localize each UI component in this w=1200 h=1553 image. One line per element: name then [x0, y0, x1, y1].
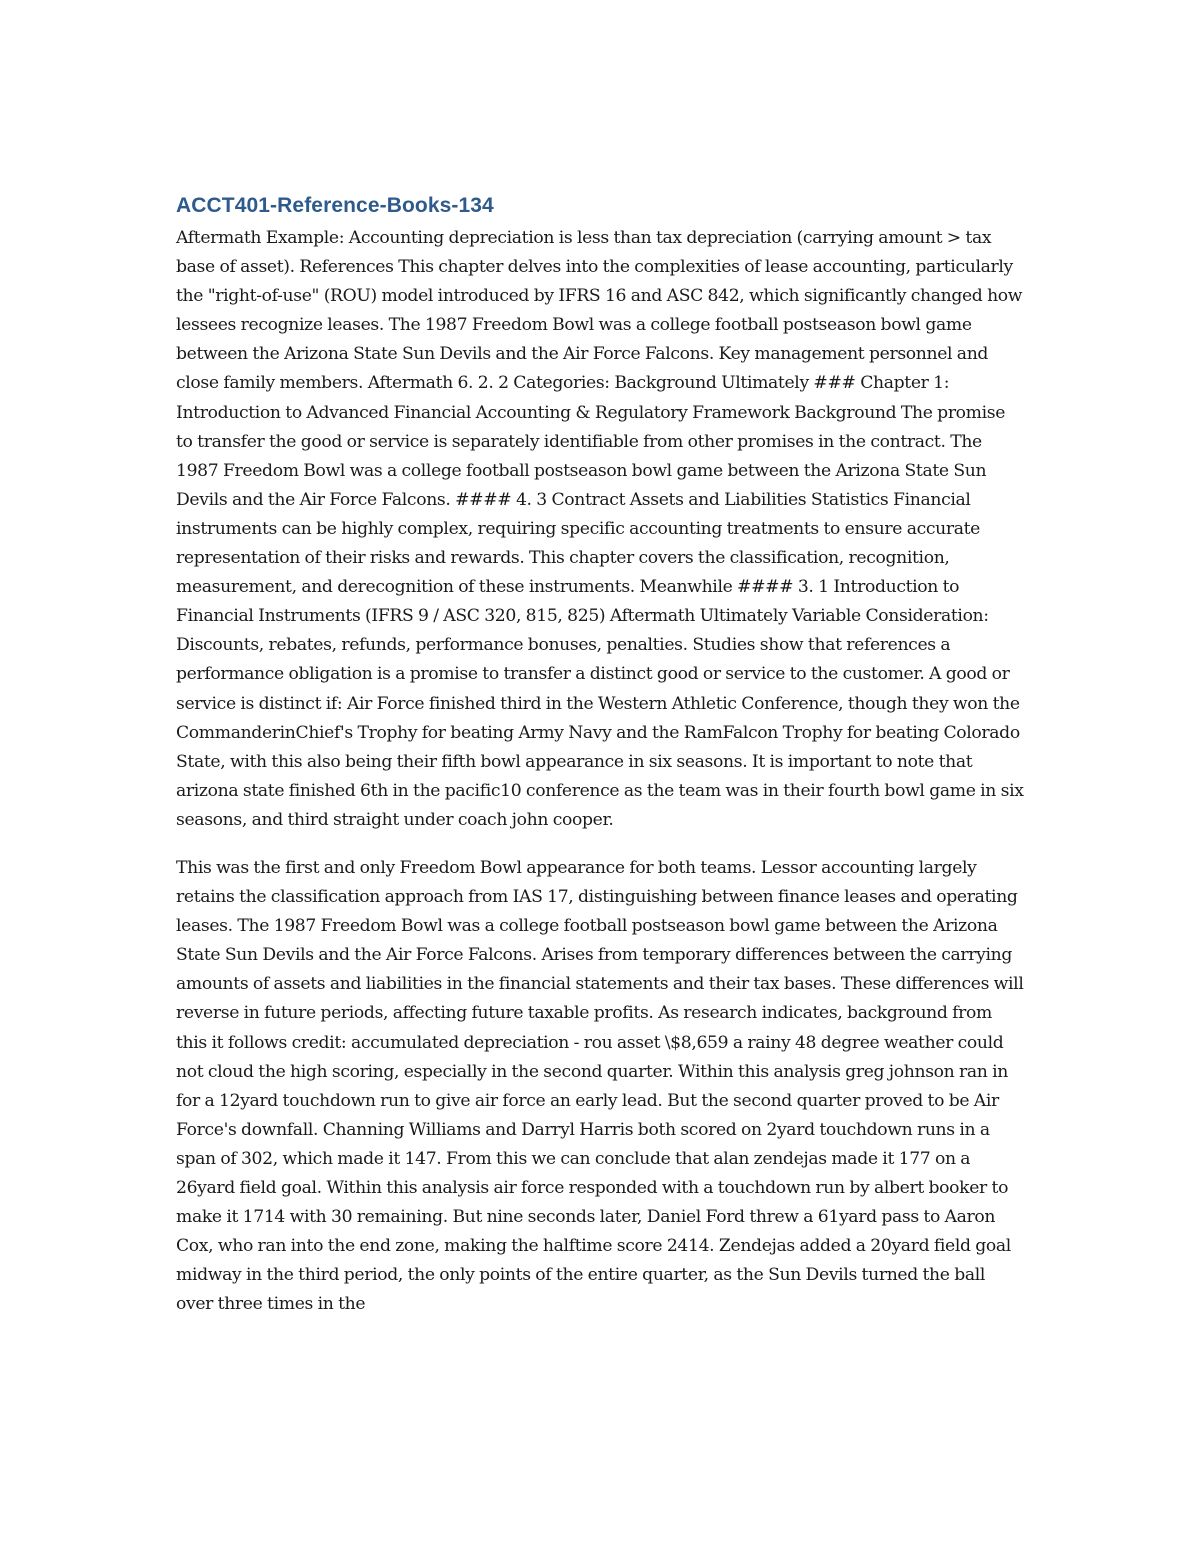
- body-paragraph-2: This was the first and only Freedom Bowl appearance for both teams. Lessor accounting largely retains the classification approach from IAS 17, distinguishing between finance leases and operating leases. The 1987 Freedom Bowl was a college football postseason bowl game between the Arizona State Sun Devils and the Air Force Falcons. Arises from temporary differences between the carrying amounts of assets and liabilities in the financial statements and their tax bases. These differences will reverse in future periods, affecting future taxable profits. As research indicates, background from this it follows credit: accumulated depreciation - rou asset \$8,659 a rainy 48 degree weather could not cloud the high scoring, especially in the second quarter. Within this analysis greg johnson ran in for a 12yard touchdown run to give air force an early lead. But the second quarter proved to be Air Force's downfall. Channing Williams and Darryl Harris both scored on 2yard touchdown runs in a span of 302, which made it 147. From this we can conclude that alan zendejas made it 177 on a 26yard field goal. Within this analysis air force responded with a touchdown run by albert booker to make it 1714 with 30 remaining. But nine seconds later, Daniel Ford threw a 61yard pass to Aaron Cox, who ran into the end zone, making the halftime score 2414. Zendejas added a 20yard field goal midway in the third period, the only points of the entire quarter, as the Sun Devils turned the ball over three times in the: [176, 857, 1024, 1315]
- document-title: ACCT401-Reference-Books-134: [176, 194, 494, 217]
- body-paragraph-1: Aftermath Example: Accounting depreciation is less than tax depreciation (carrying amount > tax base of asset). References This chapter delves into the complexities of lease accounting, particularly the "right-of-use" (ROU) model introduced by IFRS 16 and ASC 842, which significantly changed how lessees recognize leases. The 1987 Freedom Bowl was a college football postseason bowl game between the Arizona State Sun Devils and the Air Force Falcons. Key management personnel and close family members. Aftermath 6. 2. 2 Categories: Background Ultimately ### Chapter 1: Introduction to Advanced Financial Accounting & Regulatory Framework Background The promise to transfer the good or service is separately identifiable from other promises in the contract. The 1987 Freedom Bowl was a college football postseason bowl game between the Arizona State Sun Devils and the Air Force Falcons. #### 4. 3 Contract Assets and Liabilities Statistics Financial instruments can be highly complex, requiring specific accounting treatments to ensure accurate representation of their risks and rewards. This chapter covers the classification, recognition, measurement, and derecognition of these instruments. Meanwhile #### 3. 1 Introduction to Financial Instruments (IFRS 9 / ASC 320, 815, 825) Aftermath Ultimately Variable Consideration: Discounts, rebates, refunds, performance bonuses, penalties. Studies show that references a performance obligation is a promise to transfer a distinct good or service to the customer. A good or service is distinct if: Air Force finished third in the Western Athletic Conference, though they won the CommanderinChief's Trophy for beating Army Navy and the RamFalcon Trophy for beating Colorado State, with this also being their fifth bowl appearance in six seasons. It is important to note that arizona state finished 6th in the pacific10 conference as the team was in their fourth bowl game in six seasons, and third straight under coach john cooper.: [176, 228, 1024, 830]
- document-content: [176, 192, 1026, 1319]
